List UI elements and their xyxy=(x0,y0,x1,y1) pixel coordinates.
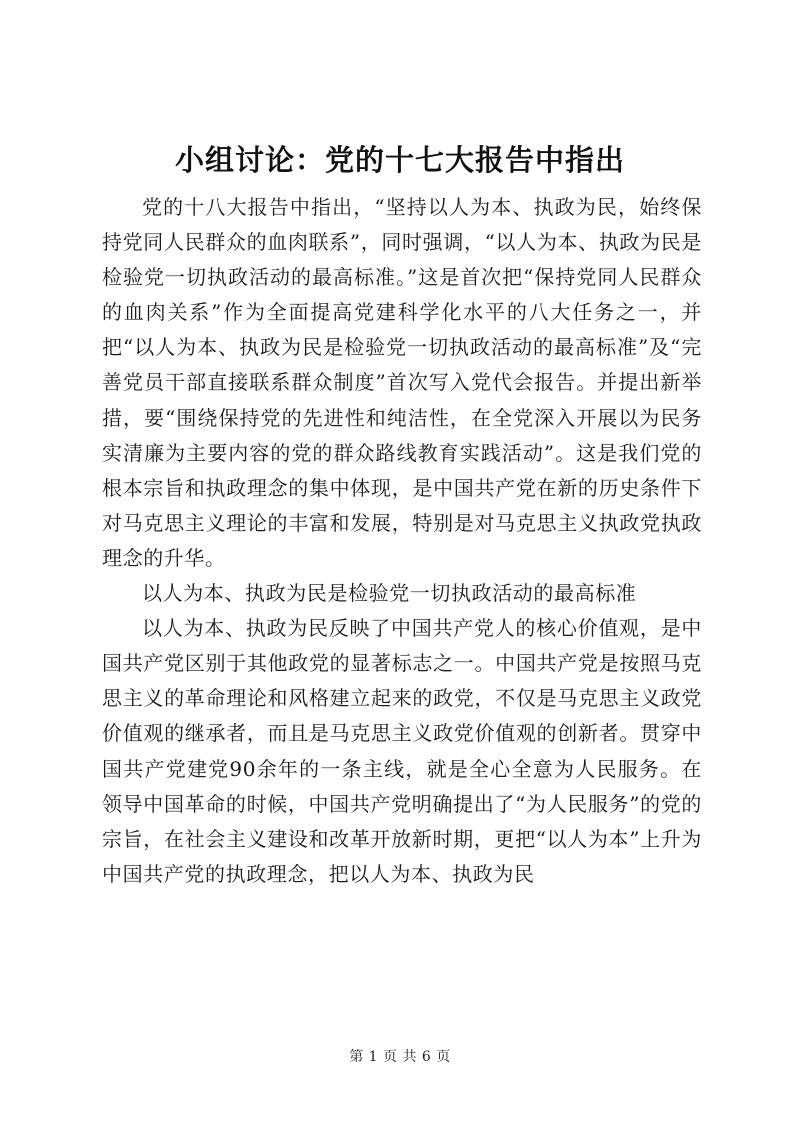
page-number-footer: 第 1 页 共 6 页 xyxy=(349,1049,451,1065)
document-body xyxy=(102,190,702,892)
document-title: 小组讨论：党的十七大报告中指出 xyxy=(174,143,625,177)
body-paragraph: 以人为本、执政为民反映了中国共产党人的核心价值观，是中国共产党区别于其他政党的显著标志之一。中国共产党是按照马克思主义的革命理论和风格建立起来的政党，不仅是马克思主义政党价值观的继承者，而且是马克思主义政党价值观的创新者。贯穿中国共产党建党90余年的一条主线，就是全心全意为人民服务。在领导中国革命的时候，中国共产党明确提出了“为人民服务”的党的宗旨，在社会主义建设和改革开放新时期，更把“以人为本”上升为中国共产党的执政理念，把以人为本、执政为民 xyxy=(102,616,702,886)
body-paragraph: 党的十八大报告中指出，“坚持以人为本、执政为民，始终保持党同人民群众的血肉联系”，同时强调，“以人为本、执政为民是检验党一切执政活动的最高标准。”这是首次把“保持党同人民群众的血肉关系”作为全面提高党建科学化水平的八大任务之一，并把“以人为本、执政为民是检验党一切执政活动的最高标准”及“完善党员干部直接联系群众制度”首次写入党代会报告。并提出新举措，要“围绕保持党的先进性和纯洁性，在全党深入开展以为民务实清廉为主要内容的党的群众路线教育实践活动”。这是我们党的根本宗旨和执政理念的集中体现，是中国共产党在新的历史条件下对马克思主义理论的丰富和发展，特别是对马克思主义执政党执政理念的升华。 xyxy=(102,195,702,570)
section-subheading: 以人为本、执政为民是检验党一切执政活动的最高标准 xyxy=(142,581,637,606)
